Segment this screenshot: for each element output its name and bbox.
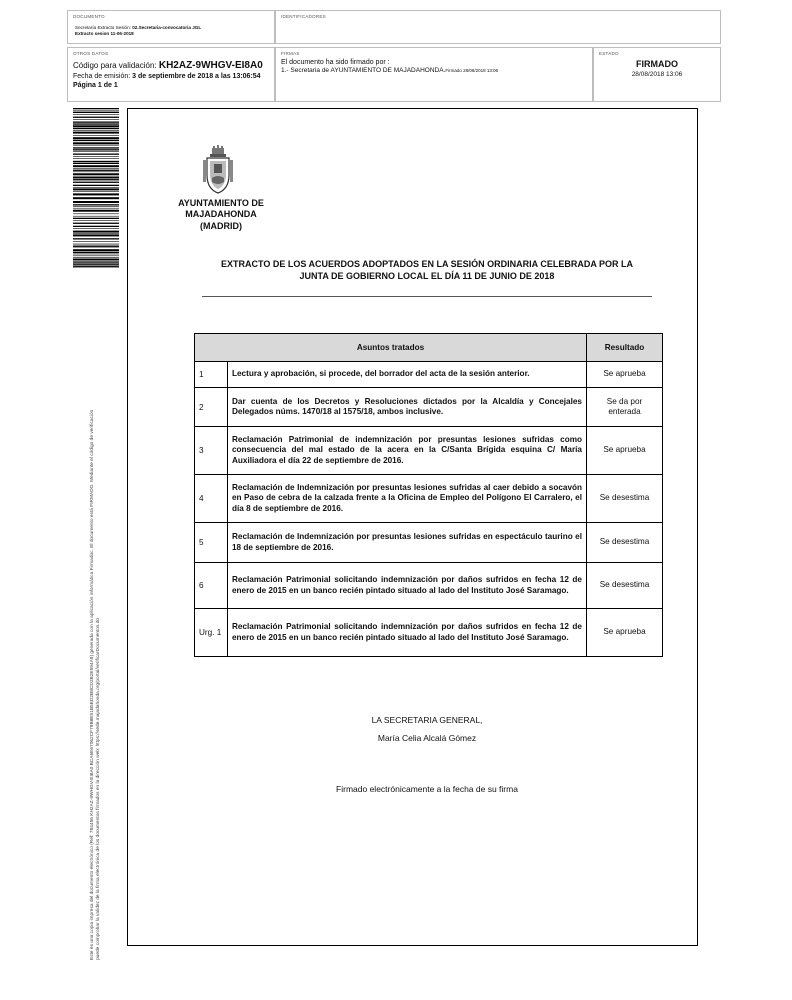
documento-line1-prefix: Secretaría Extracto Sesión: bbox=[75, 25, 133, 30]
otros-datos-caption: OTROS DATOS bbox=[73, 51, 109, 56]
header-resultado: Resultado bbox=[587, 334, 663, 362]
side-verification-text bbox=[90, 260, 102, 960]
barcode-image bbox=[73, 108, 119, 268]
table-row bbox=[195, 609, 663, 657]
signature-name: María Celia Alcalá Gómez bbox=[377, 733, 477, 743]
row-number: 6 bbox=[195, 563, 228, 609]
emission-date-line bbox=[73, 73, 261, 80]
firmas-signer: 1.- Secretaria de AYUNTAMIENTO DE MAJADAHONDA. bbox=[281, 67, 446, 74]
title-divider bbox=[202, 296, 652, 297]
signature-role: LA SECRETARIA GENERAL, bbox=[371, 715, 483, 725]
documento-caption: DOCUMENTO bbox=[73, 14, 105, 19]
header-asuntos: Asuntos tratados bbox=[195, 334, 587, 362]
row-number: 1 bbox=[195, 362, 228, 388]
firmas-line2 bbox=[281, 67, 498, 74]
row-subject: Reclamación Patrimonial de indemnización por presuntas lesiones sufridas como consecuencia del mal estado de la acera en la C/Santa Brígida esquina C/ María Auxiliadora el día 22 de septiembre de 2016. bbox=[228, 427, 587, 475]
row-subject: Reclamación de Indemnización por presuntas lesiones sufridas en espectáculo taurino el 18 de septiembre de 2016. bbox=[228, 523, 587, 563]
documento-line1 bbox=[75, 25, 201, 30]
row-result: Se aprueba bbox=[587, 427, 663, 475]
firmas-signed-date: Firmado 28/08/2018 13:06 bbox=[445, 68, 499, 73]
emission-date: 3 de septiembre de 2018 a las 13:06:54 bbox=[132, 73, 261, 80]
status-date: 28/08/2018 13:06 bbox=[631, 71, 683, 78]
row-result: Se desestima bbox=[587, 475, 663, 523]
row-result: Se aprueba bbox=[587, 609, 663, 657]
table-header-row bbox=[195, 334, 663, 362]
header-estado-box bbox=[593, 47, 721, 102]
row-subject: Reclamación Patrimonial solicitando indemnización por daños sufridos en fecha 12 de enero de 2015 en un banco recién pintado situado al lado del Instituto José Saramago. bbox=[228, 563, 587, 609]
side-verification-line1: Este es una copia impresa del documento electrónico (Ref: 784456 KH2AZ-9WHGV-EI8A0 BCA6E67062CF79B8E51B5ED2B8CD2B2E594A9) generada con la aplicación informática Firmadoc. El documento está FIRMADO. Mediante el código de verificación bbox=[90, 409, 95, 960]
firmas-caption: FIRMAS bbox=[281, 51, 300, 56]
document-title-line1: EXTRACTO DE LOS ACUERDOS ADOPTADOS EN LA SESIÓN ORDINARIA CELEBRADA POR LA bbox=[220, 259, 634, 269]
identificadores-caption: IDENTIFICADORES bbox=[281, 14, 326, 19]
table-row bbox=[195, 523, 663, 563]
status-badge: FIRMADO bbox=[636, 59, 678, 69]
table-row bbox=[195, 388, 663, 427]
row-number: 2 bbox=[195, 388, 228, 427]
row-number: 4 bbox=[195, 475, 228, 523]
row-result: Se desestima bbox=[587, 523, 663, 563]
organization-line3: (MADRID) bbox=[200, 221, 242, 231]
row-subject: Reclamación Patrimonial solicitando indemnización por daños sufridos en fecha 12 de enero de 2015 en un banco recién pintado situado al lado del Instituto José Saramago. bbox=[228, 609, 587, 657]
row-result: Se da por enterada bbox=[587, 388, 663, 427]
row-result: Se desestima bbox=[587, 563, 663, 609]
page-indicator: Página 1 de 1 bbox=[73, 82, 118, 89]
header-otros-datos-box bbox=[67, 47, 275, 102]
estado-caption: ESTADO bbox=[599, 51, 619, 56]
validation-code: KH2AZ-9WHGV-EI8A0 bbox=[158, 60, 263, 71]
table-row bbox=[195, 362, 663, 388]
header-documento-box bbox=[67, 10, 275, 44]
row-number: 5 bbox=[195, 523, 228, 563]
coat-of-arms-icon bbox=[203, 145, 233, 195]
side-verification-line2: puede comprobar la validez de la firma electrónica de los documentos firmados en la dirección web: https://sede.majadahonda.org/portal/verificarDocumentos.do bbox=[96, 617, 102, 960]
validation-label: Código para validación: bbox=[73, 61, 159, 70]
table-row bbox=[195, 475, 663, 523]
firmas-line1: El documento ha sido firmado por : bbox=[281, 59, 390, 66]
row-subject: Reclamación de Indemnización por presuntas lesiones sufridas al caer debido a socavón en Paso de cebra de la calzada frente a la Oficina de Empleo del Polígono El Carralero, el día 8 de septiembre de 2016. bbox=[228, 475, 587, 523]
organization-line2: MAJADAHONDA bbox=[185, 209, 257, 219]
validation-code-line bbox=[73, 60, 263, 71]
row-subject: Lectura y aprobación, si procede, del borrador del acta de la sesión anterior. bbox=[228, 362, 587, 388]
row-number: 3 bbox=[195, 427, 228, 475]
header-identificadores-box bbox=[275, 10, 721, 44]
header-firmas-box bbox=[275, 47, 593, 102]
document-title-line2: JUNTA DE GOBIERNO LOCAL EL DÍA 11 DE JUNIO DE 2018 bbox=[299, 271, 555, 281]
documento-line1-bold: 02.Secretaria-convocatoria JGL bbox=[132, 25, 202, 30]
row-result: Se aprueba bbox=[587, 362, 663, 388]
agenda-table bbox=[194, 333, 663, 657]
signature-note: Firmado electrónicamente a la fecha de su firma bbox=[336, 784, 518, 794]
table-row bbox=[195, 563, 663, 609]
documento-line2: Extracto sesion 11-06-2018 bbox=[75, 31, 134, 36]
table-row bbox=[195, 427, 663, 475]
row-subject: Dar cuenta de los Decretos y Resoluciones dictados por la Alcaldía y Concejales Delegados núms. 1470/18 al 1575/18, ambos inclusive. bbox=[228, 388, 587, 427]
organization-line1: AYUNTAMIENTO DE bbox=[178, 198, 264, 208]
row-number: Urg. 1 bbox=[195, 609, 228, 657]
emission-label: Fecha de emisión: bbox=[73, 73, 133, 80]
